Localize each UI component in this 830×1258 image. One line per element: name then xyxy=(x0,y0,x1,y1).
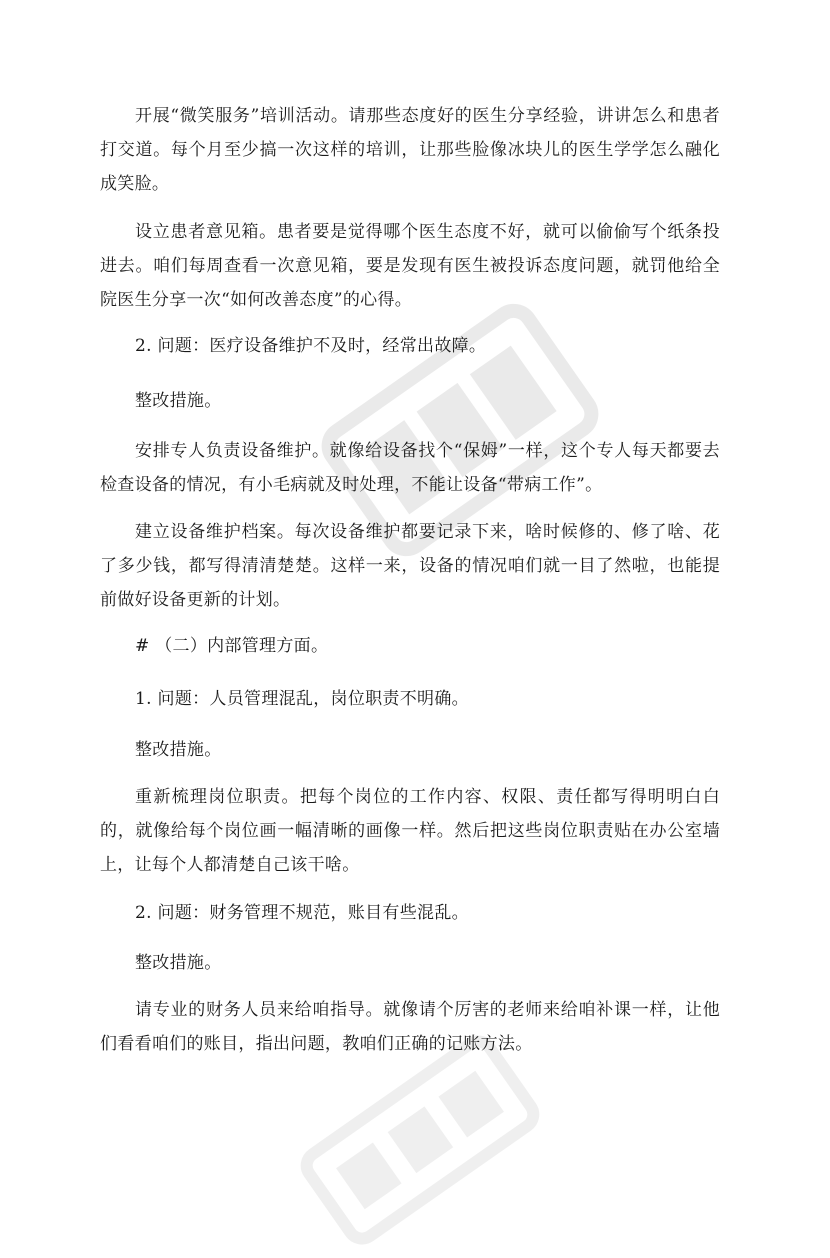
problem-heading-equipment: 2. 问题：医疗设备维护不及时，经常出故障。 xyxy=(135,336,487,356)
measures-heading-2: 整改措施。 xyxy=(135,740,222,760)
paragraph-equipment-staff: 安排专人负责设备维护。就像给设备找个“保姆”一样，这个专人每天都要去检查设备的情况，有小毛病就及时处理，不能让设备“带病工作”。 xyxy=(100,441,720,495)
paragraph-maintenance-records: 建立设备维护档案。每次设备维护都要记录下来，啥时候修的、修了啥、花了多少钱，都写得清清楚楚。这样一来，设备的情况咱们就一目了然啦，也能提前做好设备更新的计划。 xyxy=(100,522,720,610)
problem-heading-personnel: 1. 问题：人员管理混乱，岗位职责不明确。 xyxy=(135,689,469,709)
problem-heading-finance: 2. 问题：财务管理不规范，账目有些混乱。 xyxy=(135,903,469,923)
paragraph-job-responsibilities: 重新梳理岗位职责。把每个岗位的工作内容、权限、责任都写得明明白白的，就像给每个岗位画一幅清晰的画像一样。然后把这些岗位职责贴在办公室墙上，让每个人都清楚自己该干啥。 xyxy=(100,787,720,875)
measures-heading-3: 整改措施。 xyxy=(135,953,222,973)
measures-heading-1: 整改措施。 xyxy=(135,391,222,411)
paragraph-finance-guidance: 请专业的财务人员来给咱指导。就像请个厉害的老师来给咱补课一样，让他们看看咱们的账目，指出问题，教咱们正确的记账方法。 xyxy=(100,1000,720,1054)
paragraph-feedback-box: 设立患者意见箱。患者要是觉得哪个医生态度不好，就可以偷偷写个纸条投进去。咱们每周查看一次意见箱，要是发现有医生被投诉态度问题，就罚他给全院医生分享一次“如何改善态度”的心得。 xyxy=(100,222,720,310)
paragraph-smile-service-training: 开展“微笑服务”培训活动。请那些态度好的医生分享经验，讲讲怎么和患者打交道。每个月至少搞一次这样的培训，让那些脸像冰块儿的医生学学怎么融化成笑脸。 xyxy=(100,106,720,194)
section-heading-internal-management: # （二）内部管理方面。 xyxy=(135,636,329,656)
